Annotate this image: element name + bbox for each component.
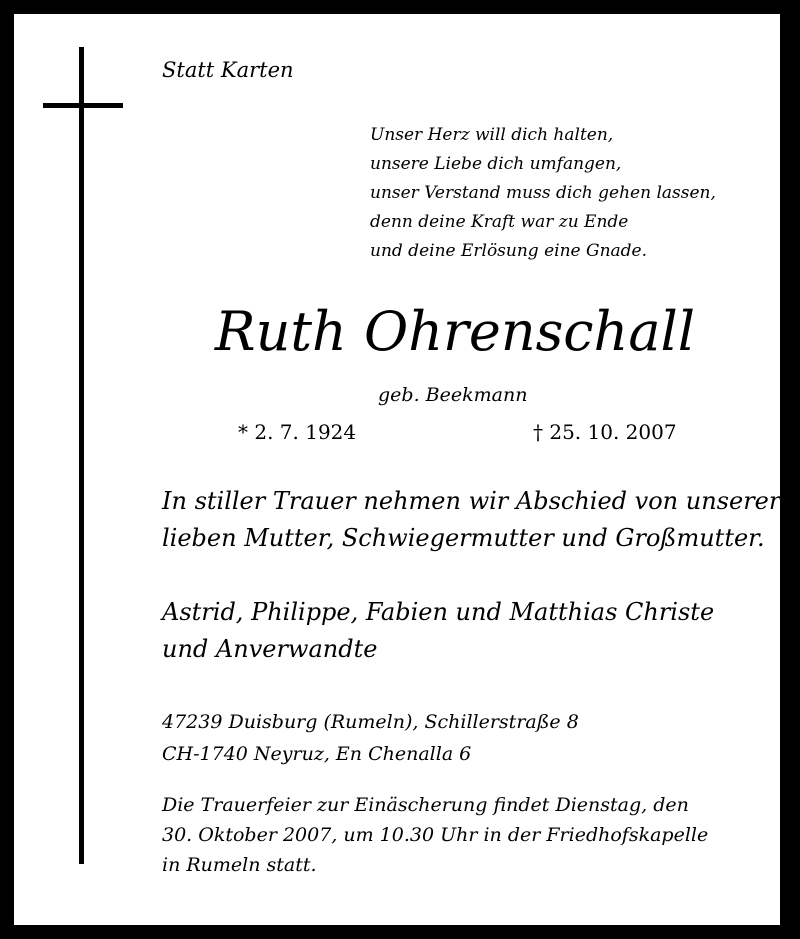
family-line: und Anverwandte — [162, 635, 378, 663]
poem-line: unser Verstand muss dich gehen lassen, — [370, 183, 716, 203]
family-line: Astrid, Philippe, Fabien und Matthias Christe — [162, 598, 715, 626]
poem — [370, 121, 716, 266]
funeral-line: in Rumeln statt. — [162, 854, 317, 876]
heading-statt-karten: Statt Karten — [162, 58, 294, 82]
deceased-name: Ruth Ohrenschall — [214, 300, 696, 363]
funeral-line: Die Trauerfeier zur Einäscherung findet Dienstag, den — [162, 794, 689, 816]
poem-line: denn deine Kraft war zu Ende — [370, 212, 629, 232]
address-line: 47239 Duisburg (Rumeln), Schillerstraße 8 — [162, 711, 579, 733]
poem-line: Unser Herz will dich halten, — [370, 125, 614, 145]
cross-horizontal-bar — [43, 103, 123, 108]
message-line: In stiller Trauer nehmen wir Abschied von unserer — [162, 487, 781, 515]
birth-date: * 2. 7. 1924 — [238, 420, 357, 444]
maiden-name: geb. Beekmann — [378, 384, 528, 406]
family-names — [162, 594, 714, 668]
message-line: lieben Mutter, Schwiegermutter und Großmutter. — [162, 524, 765, 552]
address-line: CH-1740 Neyruz, En Chenalla 6 — [162, 743, 472, 765]
mourning-message — [162, 483, 780, 557]
funeral-info — [162, 790, 708, 880]
cross-vertical-bar — [79, 47, 84, 864]
poem-line: unsere Liebe dich umfangen, — [370, 154, 622, 174]
poem-line: und deine Erlösung eine Gnade. — [370, 241, 648, 261]
funeral-line: 30. Oktober 2007, um 10.30 Uhr in der Friedhofskapelle — [162, 824, 709, 846]
addresses — [162, 706, 579, 770]
death-date: † 25. 10. 2007 — [533, 420, 677, 444]
